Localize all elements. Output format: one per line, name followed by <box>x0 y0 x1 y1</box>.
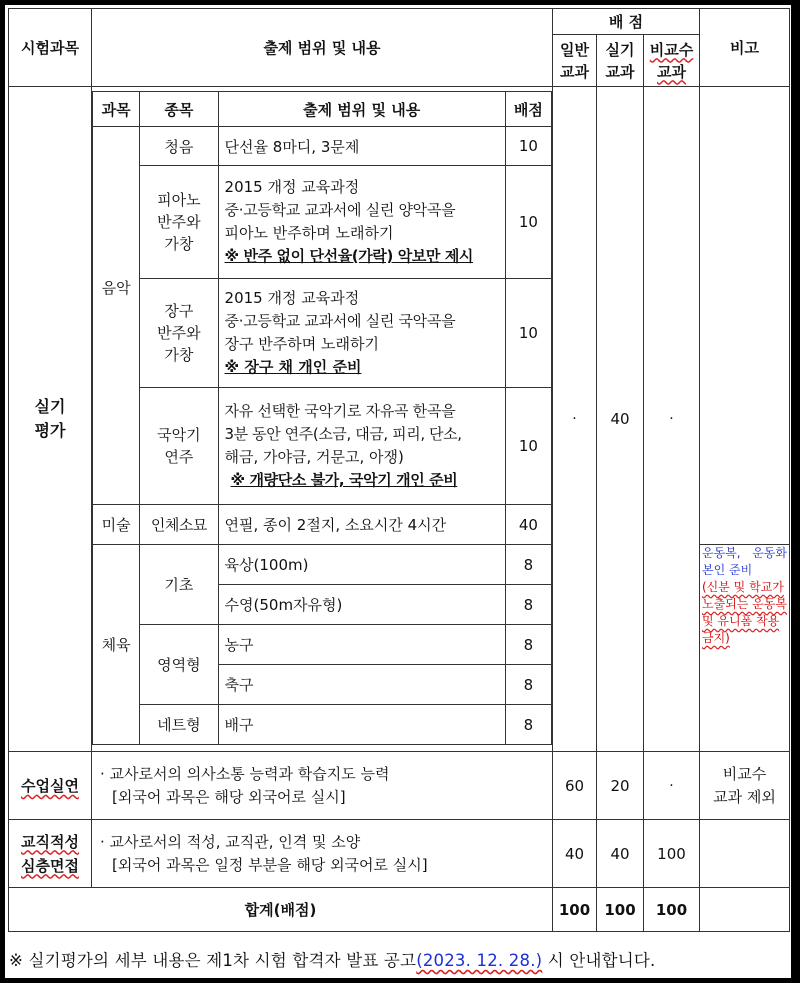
pe-course: 체육 <box>93 545 140 745</box>
header-scope: 출제 범위 및 내용 <box>92 9 553 87</box>
header-practical: 실기 교과 <box>597 35 644 87</box>
music-scope <box>218 388 505 505</box>
exam-table <box>8 8 790 932</box>
inner-header-scope: 출제 범위 및 내용 <box>218 92 505 127</box>
interview-nonteaching: 100 <box>644 820 700 888</box>
music-type: 장구 반주와 가창 <box>140 279 218 388</box>
pe-remark <box>700 544 789 751</box>
pe-type: 영역형 <box>140 625 218 705</box>
music-type: 국악기 연주 <box>140 388 218 505</box>
scope-line: 2015 개정 교육과정 <box>224 178 360 196</box>
interview-scope <box>92 820 553 888</box>
practical-eval-detail <box>92 87 553 752</box>
scope-line: 중·고등학교 교과서에 실린 국악곡을 <box>224 312 456 330</box>
practical-remark-cell <box>700 87 790 752</box>
music-type: 청음 <box>140 127 218 166</box>
header-subject: 시험과목 <box>9 9 92 87</box>
pe-remark-red: (신분 및 학교가 노출되는 운동복 및 유니폼 착용금지) <box>702 580 787 645</box>
interview-line: · 교사로서의 적성, 교직관, 인격 및 소양 <box>100 832 361 851</box>
interview-practical: 40 <box>597 820 644 888</box>
interview-general: 40 <box>553 820 597 888</box>
art-points: 40 <box>505 505 551 545</box>
teaching-demo-line: · 교사로서의 의사소통 능력과 학습지도 능력 <box>100 764 390 783</box>
total-practical: 100 <box>597 888 644 932</box>
teaching-demo-nonteaching: · <box>644 752 700 820</box>
footnote-date: (2023. 12. 28.) <box>416 951 543 970</box>
music-points: 10 <box>505 279 551 388</box>
pe-type: 네트형 <box>140 705 218 745</box>
inner-header-points: 배점 <box>505 92 551 127</box>
total-general: 100 <box>553 888 597 932</box>
scope-line: 중·고등학교 교과서에 실린 양악곡을 <box>224 201 456 219</box>
header-nonteaching: 비교수 교과 <box>644 35 700 87</box>
footnote-suffix: 시 안내합니다. <box>542 951 656 970</box>
practical-eval-inner-table <box>92 91 552 745</box>
teaching-demo-remark: 비교수 교과 제외 <box>700 752 790 820</box>
total-remark <box>700 888 790 932</box>
music-note: ※ 장구 채 개인 준비 <box>224 358 362 376</box>
teaching-demo-scope <box>92 752 553 820</box>
teaching-demo-line: [외국어 과목은 해당 외국어로 실시] <box>112 787 346 806</box>
header-remarks: 비고 <box>700 9 790 87</box>
teaching-demo-practical: 20 <box>597 752 644 820</box>
teaching-demo-general: 60 <box>553 752 597 820</box>
scope-line: 단선율 8마디, 3문제 <box>224 137 360 156</box>
practical-general-score: · <box>553 87 597 752</box>
interview-remark <box>700 820 790 888</box>
art-course: 미술 <box>93 505 140 545</box>
music-points: 10 <box>505 166 551 279</box>
music-scope <box>218 166 505 279</box>
inner-header-course: 과목 <box>93 92 140 127</box>
music-scope <box>218 279 505 388</box>
pe-points: 8 <box>505 625 551 665</box>
header-score-group: 배 점 <box>553 9 700 35</box>
footnote <box>9 947 655 971</box>
practical-practical-score: 40 <box>597 87 644 752</box>
pe-remark-blue: 운동복, 운동화 본인 준비 <box>702 546 787 577</box>
interview-label: 교직적성 심층면접 <box>9 820 92 888</box>
practical-nonteaching-score: · <box>644 87 700 752</box>
pe-item: 수영(50m자유형) <box>218 585 505 625</box>
pe-points: 8 <box>505 665 551 705</box>
art-type: 인체소묘 <box>140 505 218 545</box>
scope-line: 자유 선택한 국악기로 자유곡 한곡을 <box>224 402 456 420</box>
scope-line: 3분 동안 연주(소금, 대금, 피리, 단소, <box>224 425 462 443</box>
footnote-prefix: ※ 실기평가의 세부 내용은 제1차 시험 합격자 발표 공고 <box>9 951 417 970</box>
music-points: 10 <box>505 388 551 505</box>
scope-line: 해금, 가야금, 거문고, 아쟁) <box>224 448 404 466</box>
music-scope <box>218 127 505 166</box>
practical-eval-label: 실기 평가 <box>9 87 92 752</box>
music-course: 음악 <box>93 127 140 505</box>
scope-line: 피아노 반주하며 노래하기 <box>224 224 394 242</box>
music-note: ※ 개량단소 불가, 국악기 개인 준비 <box>230 471 458 489</box>
pe-type: 기초 <box>140 545 218 625</box>
scope-line: 장구 반주하며 노래하기 <box>224 335 379 353</box>
music-type: 피아노 반주와 가창 <box>140 166 218 279</box>
total-nonteaching: 100 <box>644 888 700 932</box>
header-general: 일반 교과 <box>553 35 597 87</box>
page <box>5 5 791 978</box>
inner-header-type: 종목 <box>140 92 218 127</box>
scope-line: 2015 개정 교육과정 <box>224 289 360 307</box>
total-label: 합계(배점) <box>9 888 553 932</box>
pe-points: 8 <box>505 545 551 585</box>
pe-item: 축구 <box>218 665 505 705</box>
art-scope: 연필, 종이 2절지, 소요시간 4시간 <box>218 505 505 545</box>
pe-points: 8 <box>505 585 551 625</box>
interview-line: [외국어 과목은 일정 부분을 해당 외국어로 실시] <box>112 855 428 874</box>
teaching-demo-label: 수업실연 <box>9 752 92 820</box>
pe-points: 8 <box>505 705 551 745</box>
pe-item: 농구 <box>218 625 505 665</box>
pe-item: 육상(100m) <box>218 545 505 585</box>
music-note: ※ 반주 없이 단선율(가락) 악보만 제시 <box>224 247 473 265</box>
music-points: 10 <box>505 127 551 166</box>
pe-item: 배구 <box>218 705 505 745</box>
